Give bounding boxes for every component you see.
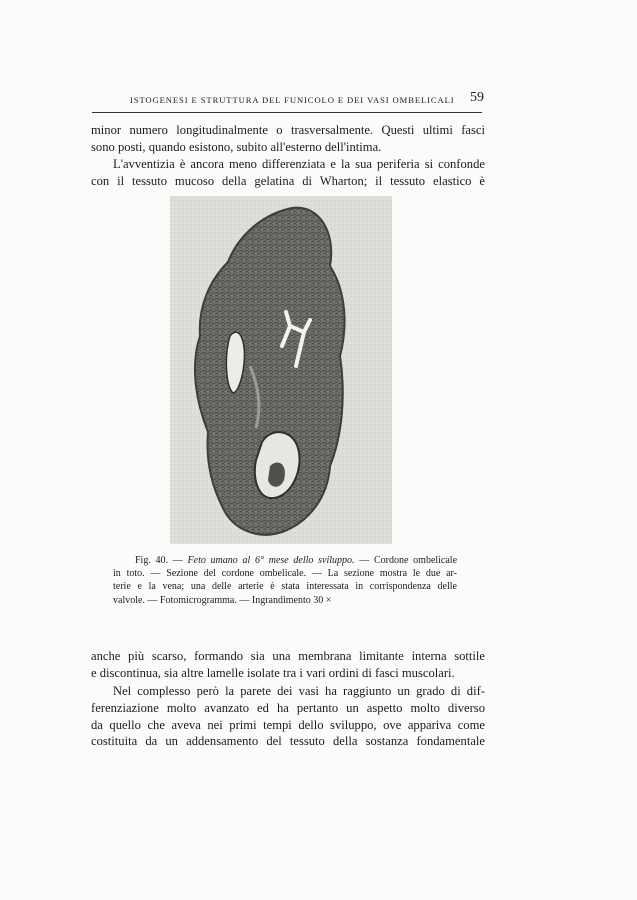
text-line: anche più scarso, formando sia una membrana limitante interna sottile: [91, 649, 485, 663]
caption-line: in toto. — Sezione del cordone ombelicale. — La sezione mostra le due ar-: [113, 568, 457, 580]
paragraph-3: [91, 648, 485, 682]
caption-title: Feto umano al 6° mese dello sviluppo.: [187, 555, 355, 566]
text-line: minor numero longitudinalmente o trasversalmente. Questi ultimi fasci: [91, 123, 485, 137]
paragraph-1: [91, 122, 485, 156]
figure-photomicrograph: [170, 196, 392, 544]
caption-line: valvole. — Fotomicrogramma. — Ingrandimento 30 ×: [113, 594, 332, 606]
text-line: ferenziazione molto avanzato ed ha pertanto un aspetto molto diverso: [91, 700, 485, 715]
text-line: costituita da un addensamento del tessuto della sostanza fondamentale: [91, 734, 485, 749]
text-line: e discontinua, sia altre lamelle isolate tra i vari ordini di fasci muscolari.: [91, 665, 455, 680]
text-line: sono posti, quando esistono, subito all'esterno dell'intima.: [91, 139, 382, 154]
text-line: da quello che aveva nei primi tempi dello sviluppo, ove appariva come: [91, 717, 485, 732]
caption-line1-rest: — Cordone ombelicale: [359, 555, 458, 566]
text-line: Nel complesso però la parete dei vasi ha raggiunto un grado di dif-: [113, 684, 485, 698]
umbilical-cord-section-image: [170, 196, 392, 544]
figure-caption: [113, 554, 457, 607]
caption-line: [113, 554, 457, 567]
text-line: L'avventizia è ancora meno differenziata e la sua periferia si confonde: [113, 157, 485, 171]
caption-label: Fig. 40. —: [135, 555, 183, 566]
running-title: ISTOGENESI E STRUTTURA DEL FUNICOLO E DEI VASI OMBELICALI: [130, 95, 455, 105]
text-line: con il tessuto mucoso della gelatina di Wharton; il tessuto elastico è: [91, 173, 485, 188]
paragraph-2: [91, 156, 485, 190]
running-header: [92, 92, 482, 113]
page-number: 59: [470, 90, 484, 105]
caption-line: terie e la vena; una delle arterie è stata interessata in corrispondenza delle: [113, 581, 457, 593]
paragraph-4: [91, 683, 485, 750]
